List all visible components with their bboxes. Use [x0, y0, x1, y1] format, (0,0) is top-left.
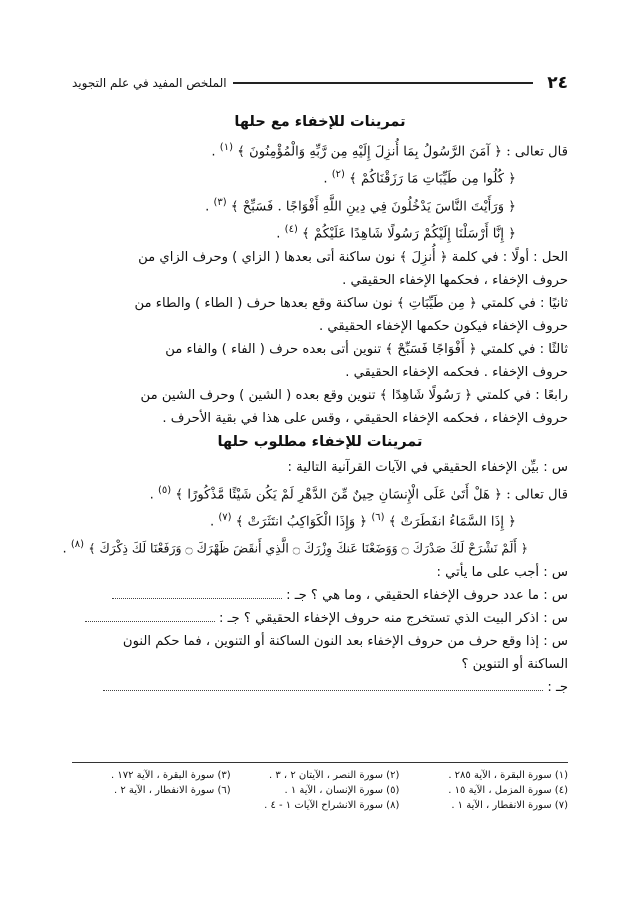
quran-verse-line: ﴿ وَرَأَيْتَ النَّاسَ يَدْخُلُونَ فِي دِينِ اللَّهِ أَفْوَاجًا . فَسَبِّحْ ﴾ $^{(٣)}$ .	[205, 196, 516, 215]
footnote-marker: (٢)	[331, 169, 345, 181]
footnote: (٤) سورة المزمل ، الآية ١٥ .	[448, 785, 568, 796]
footnote: (٥) سورة الإنسان ، الآية ١ .	[284, 785, 400, 796]
page-content	[62, 108, 568, 701]
solution-line: ثالثًا : في كلمتي ﴿ أَفْوَاجًا فَسَبِّحْ ﴾ تنوين أتى بعده حرف ( الفاء ) والفاء من	[165, 341, 568, 357]
question-text: س : ما عدد حروف الإخفاء الحقيقي ، وما هي ؟ جـ :	[286, 587, 568, 603]
exercise-line: الساكنة أو التنوين ؟	[461, 656, 568, 672]
verse-text: ﴿ أَلَمْ نَشْرَحْ لَكَ صَدْرَكَ ۝ وَوَضَعْنَا عَنكَ وِزْرَكَ ۝ الَّذِي أَنقَضَ ظَهْرَكَ ۝ وَرَفَعْنَا لَكَ ذِكْرَكَ ﴾	[88, 540, 528, 556]
quran-verse-line: ﴿ كُلُوا مِن طَيِّبَاتِ مَا رَزَقْنَاكُمْ ﴾ $^{(٢)}$ .	[323, 169, 516, 187]
solution-line: حروف الإخفاء فيكون حكمها الإخفاء الحقيقي .	[319, 318, 568, 334]
exercise-line	[72, 678, 568, 697]
running-title: الملخص المفيد في علم التجويد	[72, 76, 227, 90]
verse-text: ﴿ إِنَّا أَرْسَلْنَا إِلَيْكُمْ رَسُولًا شَاهِدًا عَلَيْكُمْ ﴾	[302, 226, 516, 242]
quran-verse-line: قال تعالى : ﴿ آمَنَ الرَّسُولُ بِمَا أُنزِلَ إِلَيْهِ مِن رَّبِّهِ وَالْمُؤْمِنُونَ ﴾ $^{(١)}$ .	[211, 142, 568, 160]
quran-verse-line: ﴿ إِنَّا أَرْسَلْنَا إِلَيْكُمْ رَسُولًا شَاهِدًا عَلَيْكُمْ ﴾ $^{(٤)}$ .	[276, 224, 516, 242]
quran-verse-line: ﴿ أَلَمْ نَشْرَحْ لَكَ صَدْرَكَ ۝ وَوَضَعْنَا عَنكَ وِزْرَكَ ۝ الَّذِي أَنقَضَ ظَهْرَكَ ۝ وَرَفَعْنَا لَكَ ذِكْرَكَ ﴾ $^{(٨)}$ .	[62, 539, 528, 557]
quran-verse-line: ﴿ إِذَا السَّمَاءُ انفَطَرَتْ ﴾ $^{(٦)}$ ﴿ وَإِذَا الْكَوَاكِبُ انتَثَرَتْ ﴾ $^{(٧)}$ .	[209, 511, 516, 530]
footnote: (٣) سورة البقرة ، الآية ١٧٢ .	[110, 770, 231, 781]
verse-text: ﴿ وَرَأَيْتَ النَّاسَ يَدْخُلُونَ فِي دِينِ اللَّهِ أَفْوَاجًا . فَسَبِّحْ ﴾	[230, 199, 516, 215]
solution-line: حروف الإخفاء ، فحكمها الإخفاء الحقيقي .	[342, 272, 568, 288]
section-title-exercises: تمرينات للإخفاء مطلوب حلها	[217, 433, 423, 450]
footnote: (٦) سورة الانفطار ، الآية ٢ .	[113, 785, 231, 796]
exercise-line: س : بيِّن الإخفاء الحقيقي في الآيات القرآنية التالية :	[287, 459, 568, 475]
footnotes	[72, 770, 568, 811]
footnote: (٨) سورة الانشراح الآيات ١ - ٤ .	[264, 800, 400, 811]
footnote-marker: (٦)	[371, 511, 385, 523]
solution-line: ثانيًا : في كلمتي ﴿ مِن طَيِّبَاتِ ﴾ نون ساكنة وقع بعدها حرف ( الطاء ) والطاء من	[134, 295, 568, 311]
footnote: (٢) سورة النصر ، الآيتان ٢ ، ٣ .	[269, 770, 400, 781]
verse-text: قال تعالى : ﴿ آمَنَ الرَّسُولُ بِمَا أُنزِلَ إِلَيْهِ مِن رَّبِّهِ وَالْمُؤْمِنُونَ ﴾	[237, 144, 568, 160]
header-rule	[233, 82, 534, 84]
footnote-marker: (١)	[219, 142, 233, 153]
solution-line: الحل : أولًا : في كلمة ﴿ أُنزِلَ ﴾ نون ساكنة أتى بعدها ( الزاي ) وحرف الزاي من	[138, 249, 568, 265]
solution-line: حروف الإخفاء ، فحكمه الإخفاء الحقيقي ، وقس على هذا في بقية الأحرف .	[162, 410, 568, 426]
verse-text: ﴿ إِذَا السَّمَاءُ انفَطَرَتْ ﴾	[388, 514, 516, 530]
answer-blank[interactable]	[85, 611, 215, 622]
quran-verse-line: قال تعالى : ﴿ هَلْ أَتَىٰ عَلَى الْإِنسَانِ حِينٌ مِّنَ الدَّهْرِ لَمْ يَكُن شَيْئًا مَّذْكُورًا ﴾ $^{(٥)}$ .	[149, 484, 568, 502]
exercise-line: س : أجب على ما يأتي :	[436, 564, 568, 580]
footnote-marker: (٧)	[218, 511, 232, 523]
footnote: (١) سورة البقرة ، الآية ٢٨٥ .	[448, 770, 568, 781]
footnote-marker: (٥)	[158, 484, 172, 496]
footnote-marker: (٨)	[70, 539, 85, 551]
section-title-solved: تمرينات للإخفاء مع حلها	[234, 114, 406, 130]
exercise-line	[72, 609, 568, 628]
solution-line: رابعًا : في كلمتي ﴿ رَسُولًا شَاهِدًا ﴾ تنوين وقع بعده ( الشين ) وحرف الشين من	[140, 387, 568, 403]
verse-text: ﴿ وَإِذَا الْكَوَاكِبُ انتَثَرَتْ ﴾	[235, 514, 368, 530]
footnote-marker: (٣)	[213, 196, 227, 208]
verse-text: قال تعالى : ﴿ هَلْ أَتَىٰ عَلَى الْإِنسَانِ حِينٌ مِّنَ الدَّهْرِ لَمْ يَكُن شَيْئًا مَّذْكُورًا ﴾	[175, 486, 568, 502]
verse-text: ﴿ كُلُوا مِن طَيِّبَاتِ مَا رَزَقْنَاكُمْ ﴾	[349, 171, 516, 187]
footnote-rule	[72, 762, 568, 763]
footnote-marker: (٤)	[284, 224, 298, 236]
exercise-line: س : إذا وقع حرف من حروف الإخفاء بعد النون الساكنة أو التنوين ، فما حكم النون	[122, 633, 568, 649]
footnote: (٧) سورة الانفطار ، الآية ١ .	[451, 800, 568, 811]
answer-blank[interactable]	[112, 588, 282, 599]
solution-line: حروف الإخفاء . فحكمه الإخفاء الحقيقي .	[345, 364, 568, 380]
page-number: ٢٤	[547, 73, 568, 93]
exercise-line	[72, 586, 568, 605]
question-text: س : اذكر البيت الذي تستخرج منه حروف الإخفاء الحقيقي ؟ جـ :	[219, 610, 568, 626]
page-header	[72, 70, 568, 96]
answer-blank[interactable]	[103, 680, 543, 691]
answer-label: جـ :	[547, 679, 568, 695]
